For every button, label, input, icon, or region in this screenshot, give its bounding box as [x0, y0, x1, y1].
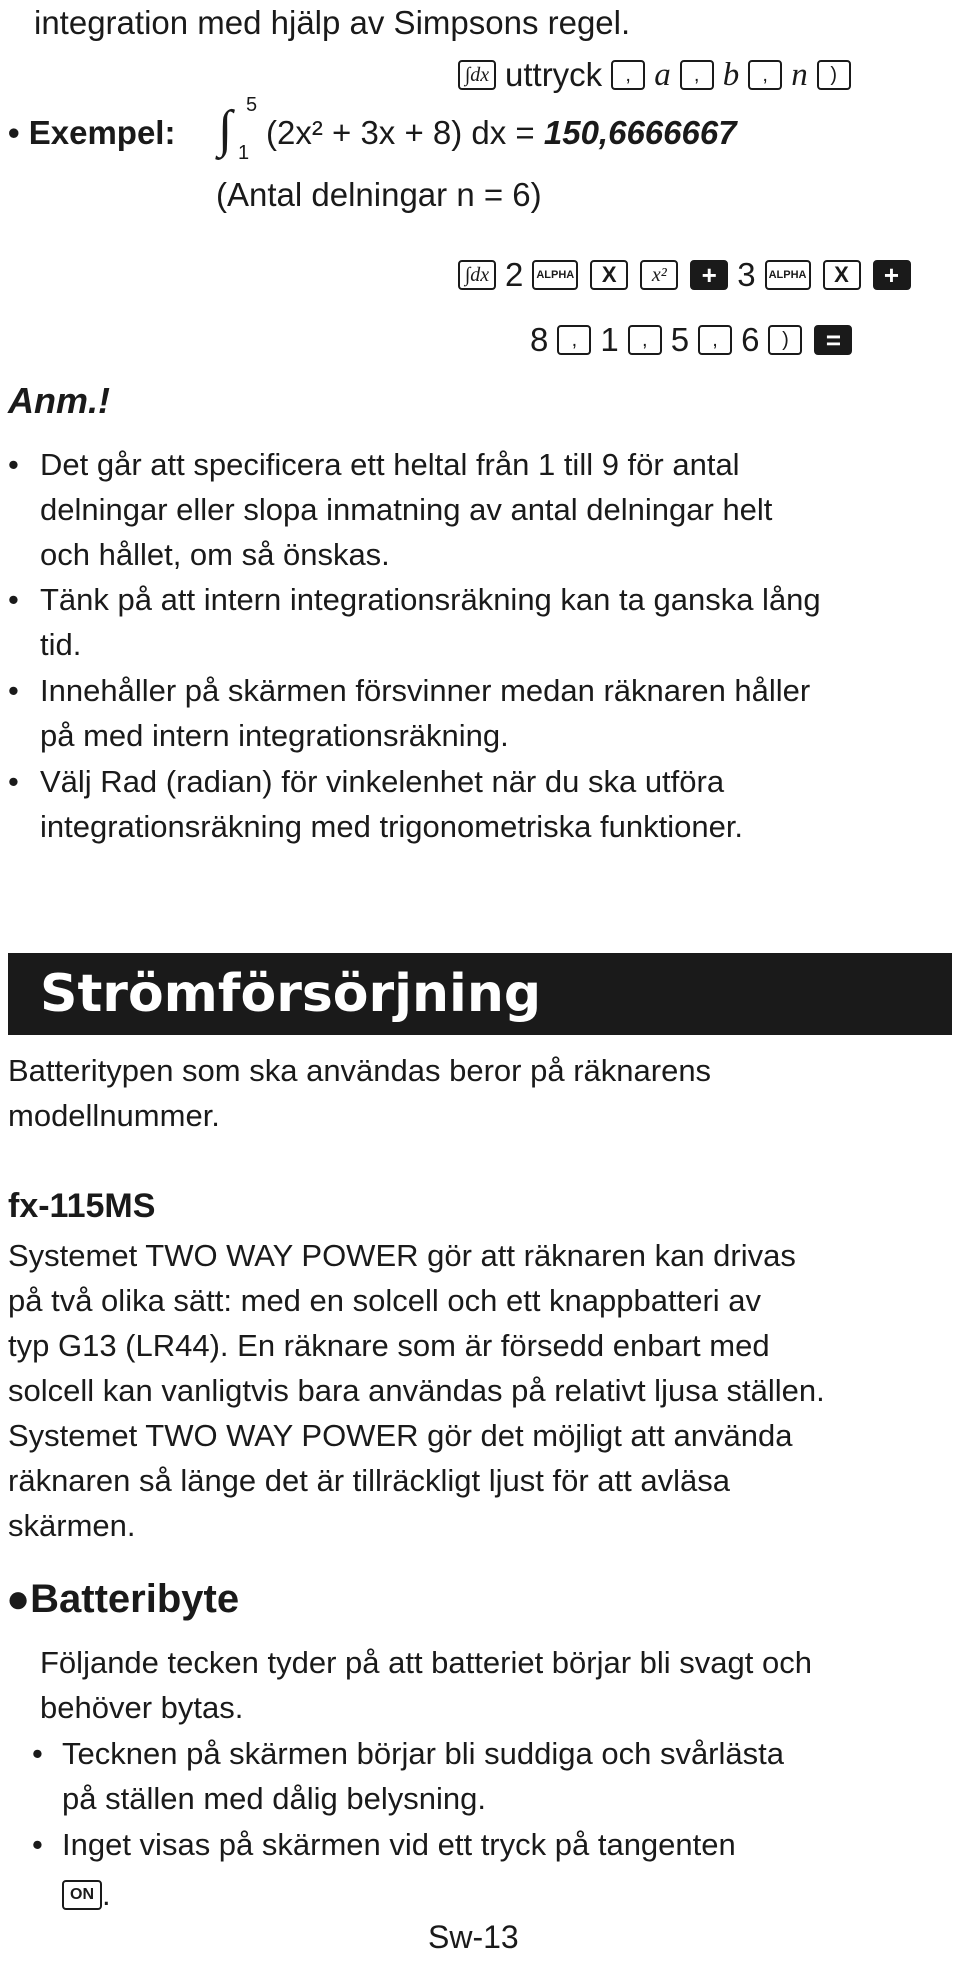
integral-lower: 1: [238, 142, 250, 164]
digit: 6: [741, 321, 760, 358]
digit: 2: [505, 256, 524, 293]
note-line: delningar eller slopa inmatning av antal delningar helt: [40, 492, 773, 527]
on-key-line: [62, 1872, 111, 1917]
syntax-a: a: [654, 57, 671, 93]
note-line: Välj Rad (radian) för vinkelenhet när du ska utföra: [40, 764, 725, 799]
syntax-b: b: [722, 57, 740, 93]
digit: 8: [530, 321, 549, 358]
note-item: [0, 668, 960, 759]
syntax-line: [455, 52, 854, 98]
model-title: fx-115MS: [8, 1187, 156, 1225]
battery-bullet-line: på ställen med dålig belysning.: [62, 1781, 486, 1816]
intro-line: integration med hjälp av Simpsons regel.: [34, 4, 631, 41]
on-key: ON: [62, 1880, 102, 1910]
digit: 5: [670, 321, 690, 358]
example-expression: [266, 110, 737, 156]
paren-key: ): [768, 325, 802, 355]
model-line: solcell kan vanligtvis bara användas på relativt ljusa ställen.: [8, 1373, 825, 1408]
bullet-icon: •: [8, 582, 19, 617]
plus-key: +: [690, 260, 728, 290]
integral-upper: 5: [246, 94, 258, 116]
model-line: räknaren så länge det är tillräckligt ljust för att avläsa: [8, 1463, 730, 1498]
alpha-key: ALPHA: [765, 260, 811, 290]
integral-key: ∫dx: [458, 260, 496, 290]
note-item: [0, 759, 960, 850]
period: .: [102, 1877, 111, 1912]
note-item: [0, 577, 960, 668]
x-key: X: [590, 260, 628, 290]
alpha-key: ALPHA: [532, 260, 578, 290]
comma-key: ,: [698, 325, 732, 355]
bullet-icon: •: [8, 673, 19, 708]
integral-key: ∫dx: [458, 60, 496, 90]
battery-bullet-line: Inget visas på skärmen vid ett tryck på tangenten: [62, 1827, 736, 1862]
bullet-icon: •: [8, 764, 19, 799]
note-line: Innehåller på skärmen försvinner medan räknaren håller: [40, 673, 811, 708]
model-line: Systemet TWO WAY POWER gör att räknaren kan drivas: [8, 1238, 796, 1273]
comma-key: ,: [611, 60, 645, 90]
equals-key: =: [814, 325, 852, 355]
digit: 3: [737, 256, 756, 293]
plus-key: +: [873, 260, 911, 290]
battery-intro-line: Följande tecken tyder på att batteriet börjar bli svagt och: [40, 1645, 812, 1680]
expression-text: (2x² + 3x + 8) dx =: [266, 114, 544, 151]
note-item: [0, 442, 960, 577]
note-line: tid.: [40, 627, 82, 662]
note-line: Det går att specificera ett heltal från 1 till 9 för antal: [40, 447, 740, 482]
page-number: Sw-13: [428, 1919, 519, 1955]
digit: 1: [600, 321, 619, 358]
battery-title: ●Batteribyte: [6, 1577, 240, 1621]
section-intro-line: modellnummer.: [8, 1098, 220, 1133]
model-line: typ G13 (LR44). En räknare som är försedd enbart med: [8, 1328, 770, 1363]
x-key: X: [823, 260, 861, 290]
syntax-word: uttryck: [505, 56, 603, 93]
x-squared-key: x²: [640, 260, 678, 290]
key-sequence-2: [530, 317, 855, 363]
note-line: på med intern integrationsräkning.: [40, 718, 509, 753]
model-line: på två olika sätt: med en solcell och ett knappbatteri av: [8, 1283, 762, 1318]
section-title: Strömförsörjning: [40, 964, 542, 1024]
comma-key: ,: [557, 325, 591, 355]
note-list: [0, 442, 960, 850]
key-sequence-1: [455, 252, 914, 298]
model-line: skärmen.: [8, 1508, 136, 1543]
section-header: [8, 953, 952, 1035]
note-line: och hållet, om så önskas.: [40, 537, 390, 572]
syntax-n: n: [791, 57, 808, 93]
comma-key: ,: [748, 60, 782, 90]
paren-key: ): [817, 60, 851, 90]
comma-key: ,: [680, 60, 714, 90]
model-line: Systemet TWO WAY POWER gör det möjligt att använda: [8, 1418, 793, 1453]
bullet-icon: •: [8, 447, 19, 482]
example-label: • Exempel:: [8, 114, 176, 151]
bullet-icon: •: [32, 1827, 43, 1862]
note-line: integrationsräkning med trigonometriska funktioner.: [40, 809, 744, 844]
integral-sign-icon: ∫: [218, 101, 233, 158]
model-text: [8, 1233, 825, 1548]
battery-bullet-line: Tecknen på skärmen börjar bli suddiga och svårlästa: [62, 1736, 784, 1771]
example-result: 150,6666667: [543, 114, 737, 151]
note-title: Anm.!: [8, 380, 110, 421]
battery-intro-line: behöver bytas.: [40, 1690, 244, 1725]
comma-key: ,: [628, 325, 662, 355]
example-note: (Antal delningar n = 6): [216, 176, 542, 213]
section-intro-line: Batteritypen som ska användas beror på räknarens: [8, 1053, 712, 1088]
bullet-icon: •: [32, 1736, 43, 1771]
note-line: Tänk på att intern integrationsräkning kan ta ganska lång: [40, 582, 821, 617]
